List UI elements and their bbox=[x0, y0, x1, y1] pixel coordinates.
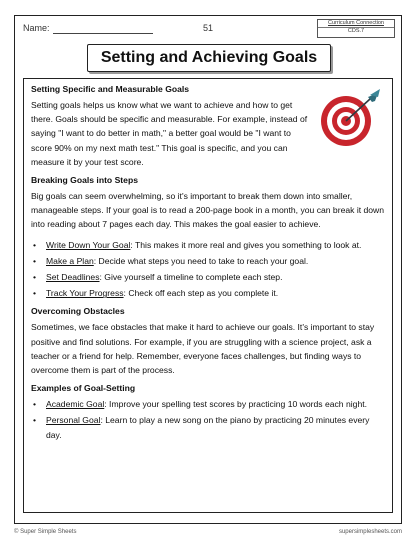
bullet-icon: • bbox=[33, 399, 37, 410]
list-item bbox=[31, 238, 385, 252]
list-text: : This makes it more real and gives you something to look at. bbox=[130, 239, 362, 250]
section-heading: Breaking Goals into Steps bbox=[31, 175, 138, 186]
curriculum-connection-box bbox=[317, 19, 395, 38]
reading-passage bbox=[23, 78, 393, 513]
page-number: 51 bbox=[203, 23, 214, 33]
steps-list bbox=[31, 238, 385, 301]
section-heading: Overcoming Obstacles bbox=[31, 306, 125, 317]
target-with-dart-icon bbox=[320, 87, 382, 149]
list-text: : Decide what steps you need to take to reach your goal. bbox=[93, 255, 309, 266]
list-text: : Improve your spelling test scores by practicing 10 words each night. bbox=[104, 399, 367, 410]
examples-list bbox=[31, 397, 385, 442]
list-item bbox=[31, 286, 385, 300]
section-paragraph: Big goals can seem overwhelming, so it's important to break them down into smaller, manageable steps. If your goal is to read a 200-page book in a month, you can break it down into reading about 7 pages each day. This makes the goal easier to achieve. bbox=[31, 191, 385, 230]
section-heading: Examples of Goal-Setting bbox=[31, 383, 136, 394]
worksheet-header bbox=[15, 16, 401, 42]
bullet-icon: • bbox=[33, 239, 37, 250]
list-term: Personal Goal bbox=[46, 415, 101, 426]
section-heading: Setting Specific and Measurable Goals bbox=[31, 84, 190, 94]
name-label: Name: bbox=[23, 23, 50, 33]
list-term: Write Down Your Goal bbox=[46, 239, 131, 250]
list-text: : Learn to play a new song on the piano by practicing 20 minutes every day. bbox=[46, 415, 370, 440]
list-item bbox=[31, 270, 385, 284]
list-term: Make a Plan bbox=[46, 255, 94, 266]
section-paragraph: Sometimes, we face obstacles that make it hard to achieve our goals. It's important to stay positive and find solutions. For example, if you are struggling with a science project, ask a teacher or a friend for help. Remember, everyone faces challenges, but finding ways to overcome them is part of the process. bbox=[31, 322, 375, 376]
curriculum-code: CDS.7 bbox=[347, 28, 365, 34]
bullet-icon: • bbox=[33, 415, 37, 426]
bullet-icon: • bbox=[33, 255, 37, 266]
list-term: Academic Goal bbox=[46, 399, 105, 410]
list-term: Set Deadlines bbox=[46, 272, 100, 283]
list-text: : Check off each step as you complete it. bbox=[123, 288, 279, 299]
list-text: : Give yourself a timeline to complete each step. bbox=[99, 272, 283, 283]
list-item bbox=[31, 397, 385, 411]
bullet-icon: • bbox=[33, 272, 37, 283]
list-item bbox=[31, 413, 385, 441]
section-paragraph: Setting goals helps us know what we want to achieve and how to get there. Goals should be specific and measurable. For example, instead of saying "I want to do better in math," a better goal would be "I want to score 90% on my next math test." This goal is specific, and you can measure it by your test score. bbox=[31, 100, 308, 167]
list-item bbox=[31, 254, 385, 268]
worksheet-page bbox=[14, 15, 402, 524]
name-blank-line[interactable] bbox=[53, 33, 153, 34]
bullet-icon: • bbox=[33, 288, 37, 299]
footer-copyright: © Super Simple Sheets bbox=[14, 529, 77, 535]
curriculum-connection-label: Curriculum Connection bbox=[318, 20, 394, 28]
list-term: Track Your Progress bbox=[46, 288, 124, 299]
footer-website: supersimplesheets.com bbox=[338, 529, 402, 535]
page-title: Setting and Achieving Goals bbox=[87, 44, 331, 72]
